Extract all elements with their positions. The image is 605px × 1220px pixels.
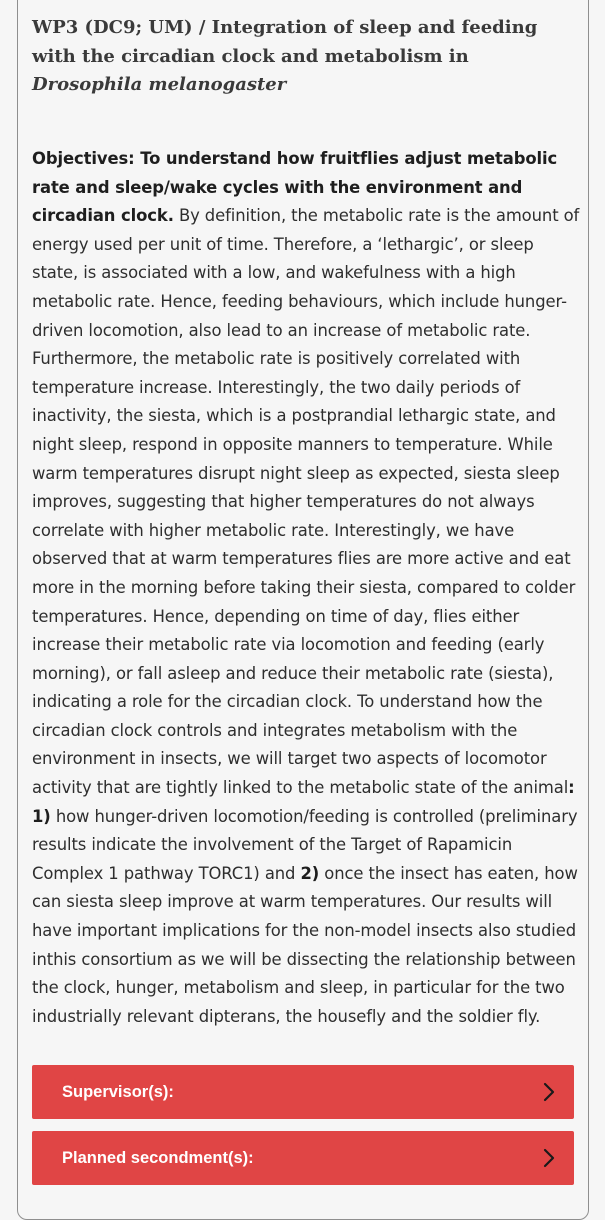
species-name: Drosophila melanogaster: [32, 74, 287, 95]
project-title-text: WP3 (DC9; UM) / Integration of sleep and feeding with the circadian clock and metabolism in: [32, 17, 538, 67]
objectives-paragraph: [32, 145, 580, 1031]
aim-1-marker: : 1): [32, 778, 575, 826]
secondment-accordion[interactable]: [32, 1131, 574, 1185]
objectives-text-1: By definition, the metabolic rate is the amount of energy used per unit of time. Therefore, a ‘lethargic’, or sleep state, is associated with a low, and wakefulness with a high metabolic rate. Hence, feeding behaviours, which include hunger-driven locomotion, also lead to an increase of metabolic rate. Furthermore, the metabolic rate is positively correlated with temperature increase. Interestingly, the two daily periods of inactivity, the siesta, which is a postprandial lethargic state, and night sleep, respond in opposite manners to temperature. While warm temperatures disrupt night sleep as expected, siesta sleep improves, suggesting that higher temperatures do not always correlate with higher metabolic rate. Interestingly, we have observed that at warm temperatures flies are more active and eat more in the morning before taking their siesta, compared to colder temperatures. Hence, depending on time of day, flies either increase their metabolic rate via locomotion and feeding (early morning), or fall asleep and reduce their metabolic rate (siesta), indicating a role for the circadian clock. To understand how the circadian clock controls and integrates metabolism with the environment in insects, we will target two aspects of locomotor activity that are tightly linked to the metabolic state of the animal: [32, 206, 580, 798]
chevron-right-icon: [542, 1082, 556, 1102]
aim-2-marker: 2): [300, 863, 320, 883]
chevron-right-icon: [542, 1148, 556, 1168]
objectives-text-3: once the insect has eaten, how can siesta sleep improve at warm temperatures. Our results will have important implications for the non-model insects also studied inthis consortium as we will be dissecting the relationship between the clock, hunger, metabolism and sleep, in particular for the two industrially relevant dipterans, the housefly and the soldier fly.: [32, 863, 578, 1026]
project-title: [32, 14, 580, 100]
supervisor-accordion[interactable]: [32, 1065, 574, 1119]
supervisor-accordion-label: Supervisor(s):: [62, 1083, 174, 1101]
objectives-lead: Objectives: To understand how fruitflies adjust metabolic rate and sleep/wake cycles with the environment and circadian clock.: [32, 149, 558, 226]
objectives-text-2: how hunger-driven locomotion/feeding is controlled (preliminary results indicate the involvement of the Target of Rapamicin Complex 1 pathway TORC1) and: [32, 806, 578, 883]
secondment-accordion-label: Planned secondment(s):: [62, 1149, 254, 1167]
